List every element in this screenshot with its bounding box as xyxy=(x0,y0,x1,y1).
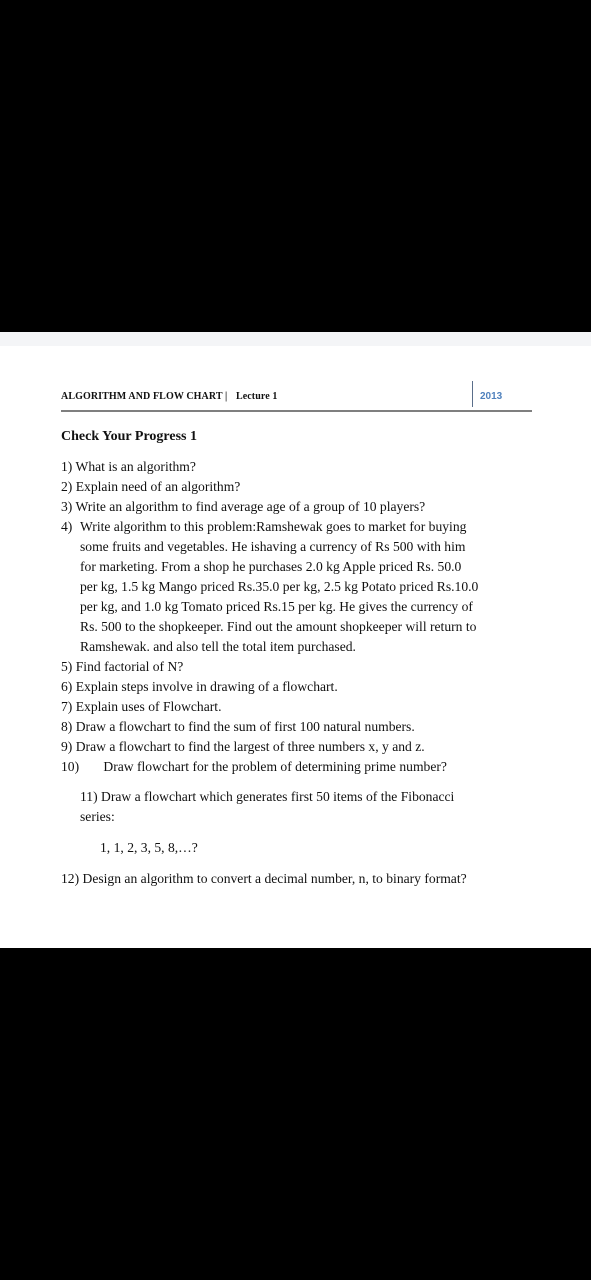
question-10-number: 10) xyxy=(61,759,80,774)
question-11-line-2: series: xyxy=(80,809,115,824)
header-year: 2013 xyxy=(480,391,503,402)
question-5 xyxy=(61,657,183,677)
header-separator: | xyxy=(225,391,228,402)
question-4-line: Write algorithm to this problem:Ramshewak goes to market for buying xyxy=(80,519,467,534)
question-9 xyxy=(61,737,425,757)
question-4-line: per kg, and 1.0 kg Tomato priced Rs.15 per kg. He gives the currency of xyxy=(80,599,473,614)
question-2 xyxy=(61,477,240,497)
question-4-line: for marketing. From a shop he purchases 2.0 kg Apple priced Rs. 50.0 xyxy=(80,559,462,574)
header-lecture: Lecture 1 xyxy=(235,391,278,402)
question-4-number: 4) xyxy=(61,519,73,534)
question-3 xyxy=(61,497,425,517)
question-9-number: 9) xyxy=(61,739,73,754)
header-divider xyxy=(472,381,473,407)
question-4-line: some fruits and vegetables. He ishaving a currency of Rs 500 with him xyxy=(80,539,466,554)
question-4-line: Rs. 500 to the shopkeeper. Find out the amount shopkeeper will return to xyxy=(80,619,477,634)
question-10-text: Draw flowchart for the problem of determining prime number? xyxy=(103,759,447,774)
question-5-text: Find factorial of N? xyxy=(75,659,184,674)
question-2-text: Explain need of an algorithm? xyxy=(75,479,241,494)
question-6-text: Explain steps involve in drawing of a flowchart. xyxy=(75,679,338,694)
header-title-text: ALGORITHM AND FLOW CHART xyxy=(61,391,223,402)
header-title xyxy=(61,391,278,402)
question-6-number: 6) xyxy=(61,679,73,694)
question-11-sequence: 1, 1, 2, 3, 5, 8,…? xyxy=(100,840,198,855)
page-top-band xyxy=(0,332,591,346)
question-8 xyxy=(61,717,415,737)
question-1-number: 1) xyxy=(61,459,73,474)
section-title: Check Your Progress 1 xyxy=(61,429,197,444)
question-7-number: 7) xyxy=(61,699,73,714)
question-4-text xyxy=(80,517,530,657)
question-1-text: What is an algorithm? xyxy=(75,459,196,474)
question-5-number: 5) xyxy=(61,659,73,674)
question-7 xyxy=(61,697,221,717)
question-11-line-1: 11) Draw a flowchart which generates first 50 items of the Fibonacci xyxy=(80,789,455,804)
question-12: 12) Design an algorithm to convert a decimal number, n, to binary format? xyxy=(61,871,467,886)
question-4-line: Ramshewak. and also tell the total item purchased. xyxy=(80,639,356,654)
header-rule xyxy=(61,410,532,412)
document-page xyxy=(0,332,591,948)
question-2-number: 2) xyxy=(61,479,73,494)
question-3-text: Write an algorithm to find average age of a group of 10 players? xyxy=(75,499,426,514)
question-6 xyxy=(61,677,338,697)
question-3-number: 3) xyxy=(61,499,73,514)
question-7-text: Explain uses of Flowchart. xyxy=(75,699,222,714)
question-4-line: per kg, 1.5 kg Mango priced Rs.35.0 per kg, 2.5 kg Potato priced Rs.10.0 xyxy=(80,579,479,594)
question-10 xyxy=(61,757,447,777)
question-9-text: Draw a flowchart to find the largest of three numbers x, y and z. xyxy=(75,739,425,754)
question-8-number: 8) xyxy=(61,719,73,734)
question-1 xyxy=(61,457,196,477)
question-8-text: Draw a flowchart to find the sum of first 100 natural numbers. xyxy=(75,719,415,734)
